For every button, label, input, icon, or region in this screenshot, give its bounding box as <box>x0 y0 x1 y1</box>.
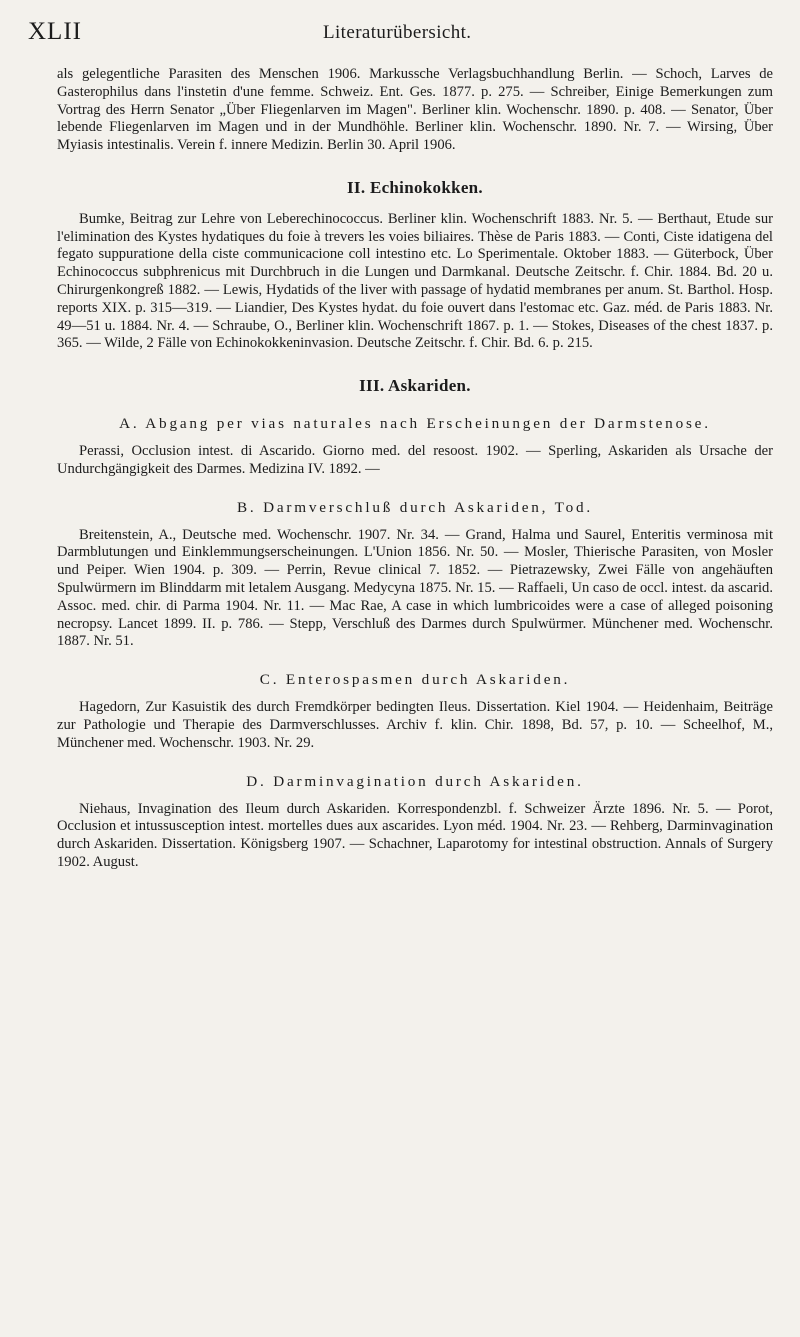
subsection-heading-c: C. Enterospasmen durch Askariden. <box>259 671 571 689</box>
subsection-heading-b: B. Darmverschluß durch Askariden, Tod. <box>236 498 594 516</box>
section-heading-askariden: III. Askariden. <box>359 376 471 396</box>
subsection-heading-a: A. Abgang per vias naturales nach Erscheinungen der Darmstenose. <box>119 414 711 432</box>
continuation-paragraph: als gelegentliche Parasiten des Menschen 1906. Markussche Verlagsbuchhandlung Berlin. — Schoch, Larves de Gasterophilus dans l'instetin d'une femme. Schweiz. Ent. Ges. 1877. p. 275. — Schreiber, Einige Bemerkungen zum Vortrag des Herrn Senator „Über Fliegenlarven im Magen". Berliner klin. Wochenschr. 1890. p. 408. — Senator, Über lebende Fliegenlarven im Magen und in der Mundhöhle. Berliner klin. Wochenschr. 1890. Nr. 7. — Wirsing, Über Myiasis intestinalis. Verein f. innere Medizin. Berlin 30. April 1906. <box>57 66 773 154</box>
text-column <box>57 66 773 872</box>
subsection-c-paragraph: Hagedorn, Zur Kasuistik des durch Fremdkörper bedingten Ileus. Dissertation. Kiel 1904. — Heidenhaim, Beiträge zur Pathologie und Therapie des Darmverschlusses. Archiv f. klin. Chir. 1898, Bd. 57, p. 10. — Scheelhof, M., Münchener med. Wochenschr. 1903. Nr. 29. <box>57 699 773 751</box>
page-header <box>28 18 780 52</box>
section-heading-echinokokken: II. Echinokokken. <box>347 177 483 197</box>
subsection-b-paragraph: Breitenstein, A., Deutsche med. Wochenschr. 1907. Nr. 34. — Grand, Halma und Saurel, Enteritis verminosa mit Darmblutungen und Einklemmungserscheinungen. L'Union 1856. Nr. 50. — Mosler, Thierische Parasiten, von Mosler und Peiper. Wien 1904. p. 309. — Perrin, Revue clinical 7. 1852. — Pietrazewsky, Zwei Fälle von angehäuften Spulwürmern im Blinddarm mit letalem Ausgang. Medycyna 1875. Nr. 15. — Raffaeli, Un caso de occl. intest. da ascarid. Assoc. med. chir. di Parma 1904. Nr. 11. — Mac Rae, A case in which lumbricoides were a case of alleged poisoning necropsy. Lancet 1899. II. p. 786. — Stepp, Verschluß des Darmes durch Spulwürmer. Münchener med. Wochenschr. 1887. Nr. 51. <box>57 526 773 650</box>
subsection-heading-d: D. Darminvagination durch Askariden. <box>246 772 584 790</box>
subsection-a-paragraph: Perassi, Occlusion intest. di Ascarido. Giorno med. del resoost. 1902. — Sperling, Askariden als Ursache der Undurchgängigkeit des Darmes. Medizina IV. 1892. — <box>57 442 773 477</box>
running-title: Literaturübersicht. <box>323 22 472 43</box>
page-number: XLII <box>28 18 82 45</box>
echinokokken-paragraph: Bumke, Beitrag zur Lehre von Leberechinococcus. Berliner klin. Wochenschrift 1883. Nr. 5. — Berthaut, Etude sur l'elimination des Kystes hydatiques du foie à trevers les voies biliaires. Thèse de Paris 1883. — Conti, Ciste idatigena del fegato suppuratione della ciste communicacione coll intestino etc. Lo Sperimentale. Oktober 1883. — Güterbock, Über Echinococcus subphrenicus mit Durchbruch in die Lungen und Darmkanal. Deutsche Zeitschr. f. Chir. 1884. Bd. 20 u. Chirurgenkongreß 1882. — Lewis, Hydatids of the liver with passage of hydatid membranes per anum. St. Barthol. Hosp. reports XIX. p. 315—319. — Liandier, Des Kystes hydat. du foie ouvert dans l'estomac etc. Gaz. méd. de Paris 1883. Nr. 49—51 u. 1884. Nr. 4. — Schraube, O., Berliner klin. Wochenschrift 1867. p. 1. — Stokes, Diseases of the chest 1837. p. 365. — Wilde, 2 Fälle von Echinokokkeninvasion. Deutsche Zeitschr. f. Chir. Bd. 6. p. 215. <box>57 210 773 352</box>
subsection-d-paragraph: Niehaus, Invagination des Ileum durch Askariden. Korrespondenzbl. f. Schweizer Ärzte 1896. Nr. 5. — Porot, Occlusion et intussusception intest. mortelles dues aux ascarides. Lyon méd. 1904. Nr. 23. — Rehberg, Darminvagination durch Askariden. Dissertation. Königsberg 1907. — Schachner, Laparotomy for intestinal obstruction. Annals of Surgery 1902. August. <box>57 800 773 870</box>
